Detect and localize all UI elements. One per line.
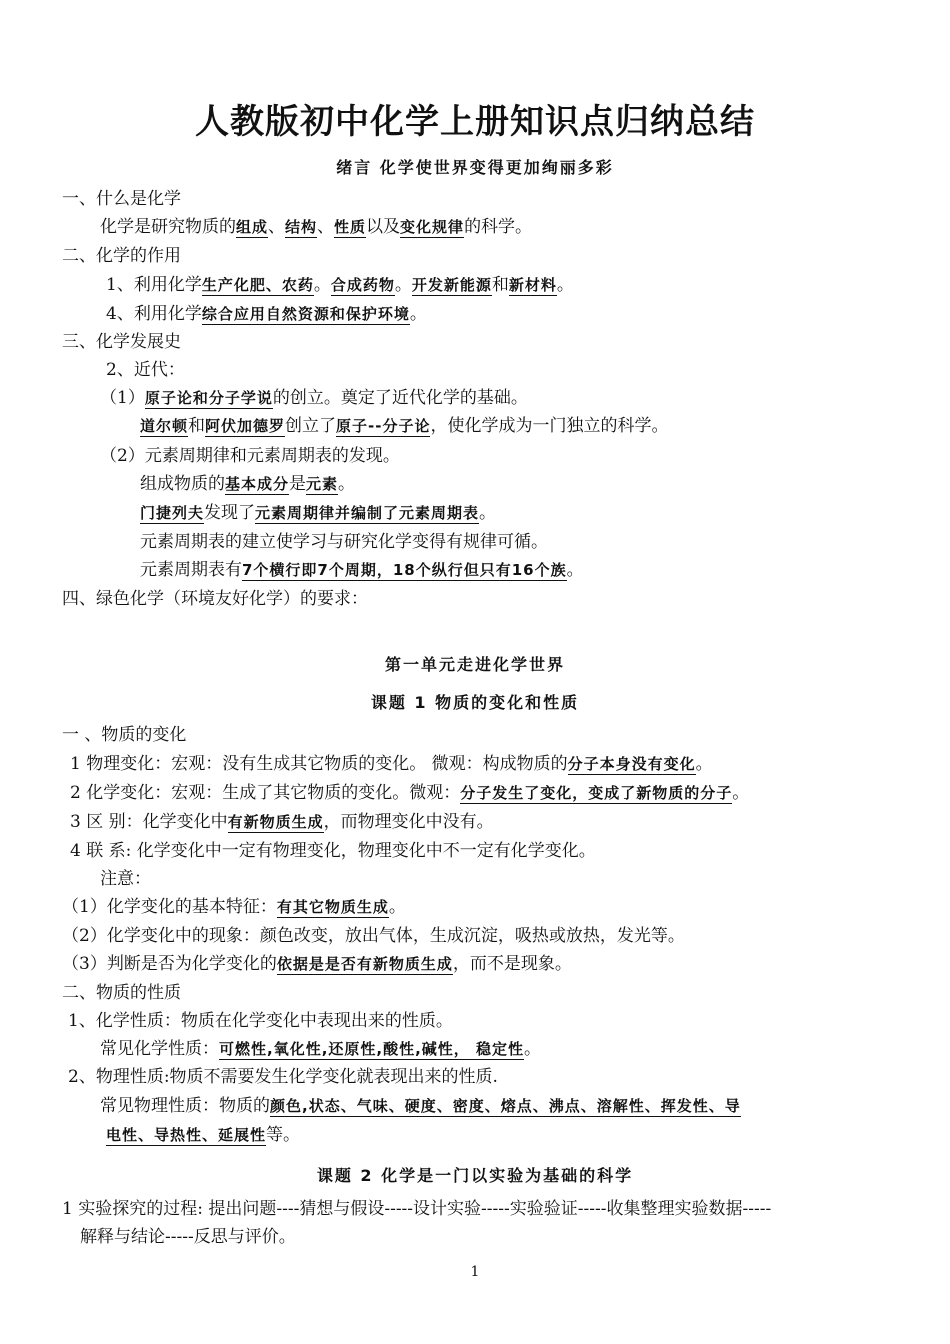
text-line: 3 区 别：化学变化中有新物质生成，而物理变化中没有。 [70,812,494,832]
section-heading: 二、化学的作用 [62,246,181,266]
text-line: 门捷列夫发现了元素周期律并编制了元素周期表。 [140,503,497,523]
document-title: 人教版初中化学上册知识点归纳总结 [195,102,755,142]
section-heading: 二、物质的性质 [62,983,181,1003]
text-line: 4、利用化学综合应用自然资源和保护环境。 [106,304,427,324]
text-line: （2）化学变化中的现象：颜色改变，放出气体，生成沉淀，吸热或放热，发光等。 [62,926,685,946]
text-line: 电性、导热性、延展性等。 [106,1125,301,1145]
section-heading: 一、什么是化学 [62,189,181,209]
text-line: 元素周期表的建立使学习与研究化学变得有规律可循。 [140,532,548,552]
text-line: 常见化学性质：可燃性,氧化性,还原性,酸性,碱性， 稳定性。 [100,1039,542,1059]
text-line: 2、物理性质:物质不需要发生化学变化就表现出来的性质. [68,1067,498,1087]
lesson-heading: 课题 1 物质的变化和性质 [370,693,580,712]
text-line: 1、利用化学生产化肥、农药。合成药物。开发新能源和新材料。 [106,275,574,295]
text-line: 2 化学变化：宏观：生成了其它物质的变化。微观：分子发生了变化，变成了新物质的分子。 [70,783,750,803]
page-number: 1 [470,1264,480,1280]
text-line: （2）元素周期律和元素周期表的发现。 [100,446,400,466]
section-heading: 四、绿色化学（环境友好化学）的要求： [62,589,368,609]
intro-heading: 绪言 化学使世界变得更加绚丽多彩 [336,158,614,177]
section-heading: 三、化学发展史 [62,332,181,352]
text-line: （1）原子论和分子学说的创立。奠定了近代化学的基础。 [100,388,528,408]
text-line: 1 物理变化：宏观：没有生成其它物质的变化。 微观：构成物质的分子本身没有变化。 [70,754,713,774]
text-line: （3）判断是否为化学变化的依据是是否有新物质生成，而不是现象。 [62,954,572,974]
unit-heading: 第一单元走进化学世界 [384,655,565,674]
text-line: 2、近代： [106,360,185,380]
lesson-heading: 课题 2 化学是一门以实验为基础的科学 [316,1166,634,1185]
section-heading: 一 、物质的变化 [62,725,187,745]
text-line: 1 实验探究的过程: 提出问题----猜想与假设-----设计实验-----实验验证-----收集整理实验数据----- [62,1199,772,1219]
text-line: 常见物理性质：物质的颜色,状态、气味、硬度、密度、熔点、沸点、溶解性、挥发性、导 [100,1096,741,1116]
text-line: 组成物质的基本成分是元素。 [140,474,356,494]
text-line: 注意： [100,869,151,889]
text-line: 1、化学性质：物质在化学变化中表现出来的性质。 [68,1011,453,1031]
text-line: （1）化学变化的基本特征：有其它物质生成。 [62,897,406,917]
text-line: 解释与结论-----反思与评价。 [80,1227,296,1247]
text-line: 元素周期表有7个横行即7个周期，18个纵行但只有16个族。 [140,560,584,580]
text-line: 化学是研究物质的组成、结构、性质以及变化规律的科学。 [100,217,533,237]
text-line: 4 联 系: 化学变化中一定有物理变化，物理变化中不一定有化学变化。 [70,841,596,861]
text-line: 道尔顿和阿伏加德罗创立了原子--分子论，使化学成为一门独立的科学。 [140,416,669,436]
